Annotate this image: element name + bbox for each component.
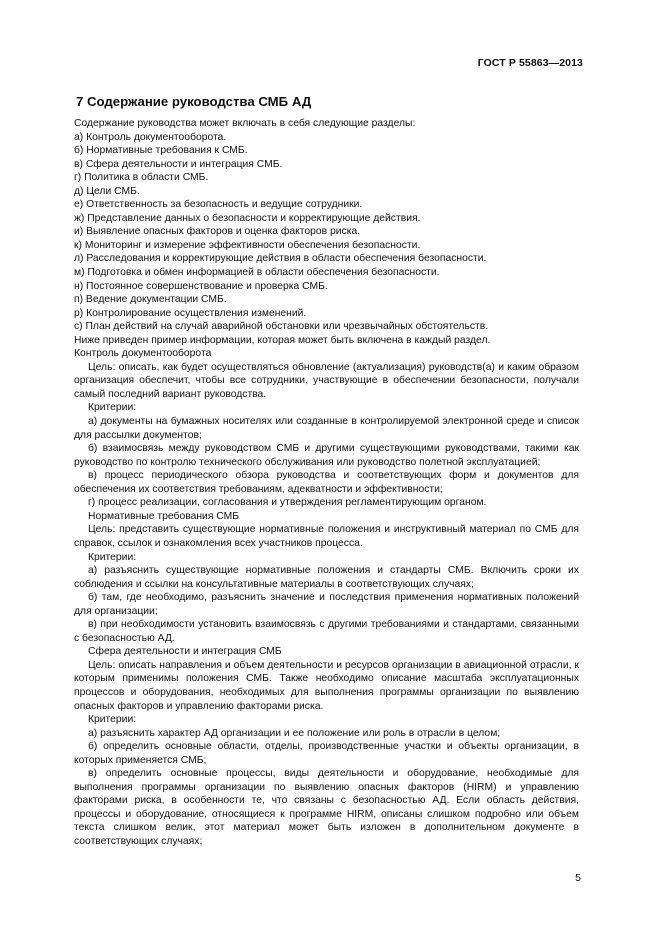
paragraph: р) Контролирование осуществления изменений. <box>74 307 307 319</box>
paragraph: Контроль документооборота <box>74 348 212 360</box>
paragraph: н) Постоянное совершенствование и проверка СМБ. <box>74 280 328 292</box>
paragraph: д) Цели СМБ. <box>74 185 140 197</box>
paragraph: в) при необходимости установить взаимосвязь с другими требованиями и стандартами, связанными с безопасностью АД. <box>74 619 579 644</box>
paragraph: Содержание руководства может включать в себя следующие разделы: <box>74 118 416 129</box>
paragraph: е) Ответственность за безопасность и ведущие сотрудники. <box>74 199 363 211</box>
page-number: 5 <box>575 872 581 884</box>
paragraph: б) взаимосвязь между руководством СМБ и другими существующими руководствами, такими как руководство по контролю технического обслуживания или руководство полетной эксплуатацией; <box>74 443 579 468</box>
paragraph: б) определить основные области, отделы, производственные участки и объекты организации, в которых применяется СМБ; <box>74 741 579 766</box>
paragraph: в) Сфера деятельности и интеграция СМБ. <box>74 158 283 170</box>
paragraph: Критерии: <box>88 714 137 726</box>
paragraph: Критерии: <box>88 551 137 563</box>
paragraph: б) Нормативные требования к СМБ. <box>74 145 248 157</box>
paragraph: г) процесс реализации, согласования и утверждения регламентирующим органом. <box>88 497 487 509</box>
paragraph: Критерии: <box>88 402 137 414</box>
paragraph: с) План действий на случай аварийной обстановки или чрезвычайных обстоятельств. <box>74 321 489 333</box>
paragraph: л) Расследования и корректирующие действия в области обеспечения безопасности. <box>74 253 487 265</box>
paragraph: м) Подготовка и обмен информацией в области обеспечения безопасности. <box>74 267 440 279</box>
paragraph: ж) Представление данных о безопасности и корректирующие действия. <box>74 212 421 224</box>
paragraph: к) Мониторинг и измерение эффективности обеспечения безопасности. <box>74 239 421 251</box>
paragraph: б) там, где необходимо, разъяснить значение и последствия применения нормативных положений для организации; <box>74 592 579 617</box>
paragraph: Ниже приведен пример информации, которая может быть включена в каждый раздел. <box>74 334 491 346</box>
document-header: ГОСТ Р 55863—2013 <box>477 57 583 69</box>
body-text <box>74 117 579 849</box>
section-title: 7 Содержание руководства СМБ АД <box>76 94 312 109</box>
paragraph: Цель: описать направления и объем деятельности и ресурсов организации в авиационной отрасли, к которым применимы положения СМБ. Также необходимо описание масштаба эксплуатационных процессов и оборудования, необходимых для выполнения программы организации по выявлению опасных факторов и управлению факторами риска. <box>74 659 579 712</box>
paragraph: а) разъяснить существующие нормативные положения и стандарты СМБ. Включить сроки их соблюдения и ссылки на консультативные материалы в соответствующих случаях; <box>74 565 579 590</box>
paragraph: а) документы на бумажных носителях или созданные в контролируемой электронной среде и список для рассылки документов; <box>74 416 579 441</box>
paragraph: п) Ведение документации СМБ. <box>74 294 227 306</box>
paragraph: г) Политика в области СМБ. <box>74 172 209 184</box>
paragraph: Цель: представить существующие нормативные положения и инструктивный материал по СМБ для справок, ссылок и ознакомления всех участников процесса. <box>74 524 579 549</box>
paragraph: в) определить основные процессы, виды деятельности и оборудование, необходимые для выполнения программы организации по выявлению опасных факторов (HIRM) и управлению факторами риска, в особенности те, что связаны с безопасностью АД. Если область действия, процессы и оборудование, относящиеся к программе HIRM, описаны слишком подробно или объем текста слишком велик, этот материал может быть изложен в дополнительном документе в соответствующих случаях; <box>74 768 579 847</box>
paragraph: Цель: описать, как будет осуществляться обновление (актуализация) руководств(а) и каким образом организация обеспечит, чтобы все сотрудники, участвующие в обеспечении безопасности, получали самый последний вариант руководства. <box>74 361 579 400</box>
paragraph: Сфера деятельности и интеграция СМБ <box>88 646 282 658</box>
paragraph: Нормативные требования СМБ <box>88 510 240 522</box>
paragraph: в) процесс периодического обзора руководства и соответствующих форм и документов для обеспечения их соответствия требованиям, адекватности и эффективности; <box>74 470 579 495</box>
paragraph: а) Контроль документооборота. <box>74 131 227 143</box>
paragraph: а) разъяснить характер АД организации и ее положение или роль в отрасли в целом; <box>88 727 501 739</box>
paragraph: и) Выявление опасных факторов и оценка факторов риска. <box>74 226 361 238</box>
